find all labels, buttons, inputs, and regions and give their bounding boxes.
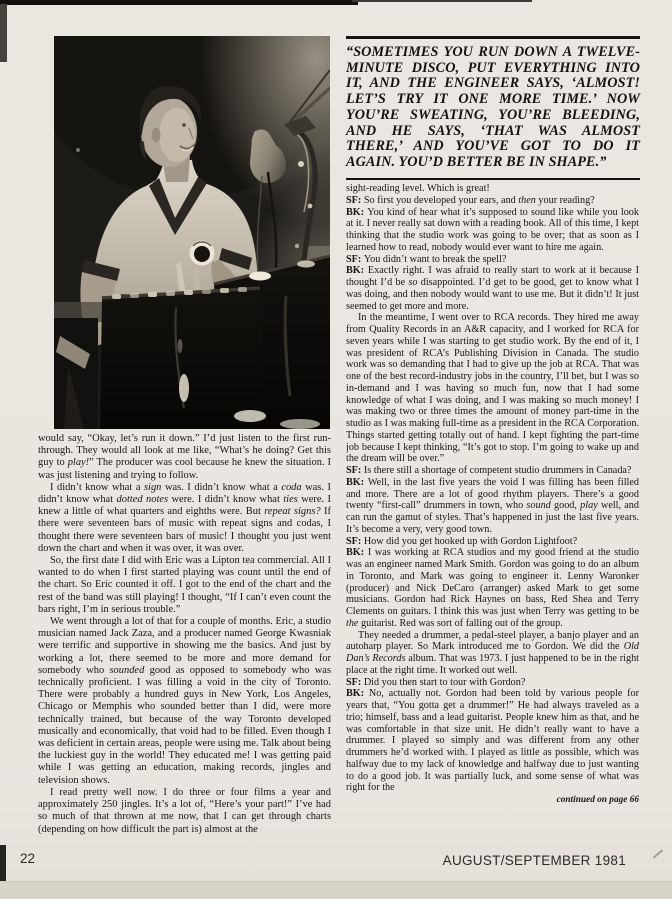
paragraph [346, 207, 639, 254]
italic-text: sign [144, 481, 162, 493]
italic-text: coda [281, 481, 302, 493]
italic-text: play [580, 500, 598, 512]
body-text: Is there still a shortage of competent studio drummers in Canada? [363, 465, 632, 476]
italic-text: play! [67, 457, 90, 469]
italic-text: then [518, 194, 536, 206]
body-text: album. That was 1973. I just happened to be in the right place at the right time. It worked out well. [346, 653, 639, 676]
paragraph [346, 688, 639, 794]
body-text: I read pretty well now. I do three or four films a year and approximately 250 jingles. It’s a lot of, “Here’s your part!” I’ve had so much of that thrown at me now, that I can get through charts (depending on how difficult the part is) almost at the [38, 786, 331, 835]
body-text: would say, “Okay, let’s run it down.” I’d just listen to the first run-through. They would all look at me like, “What’s he doing? Get this guy to [38, 433, 331, 469]
body-text: well, and can run the gamut of styles. That’s happened in just the last five years. It’s become a very, very good town. [346, 500, 639, 535]
italic-text: sound [526, 500, 551, 512]
body-text: How did you get hooked up with Gordon Lightfoot? [363, 535, 578, 547]
body-text: You didn’t want to break the spell? [363, 253, 507, 265]
body-text: They needed a drummer, a pedal-steel player, a banjo player and an autoharp player. So Mark introduced me to Gordon. We did the [346, 629, 639, 653]
speaker-label: SF: [346, 253, 364, 265]
speaker-label: BK: [346, 688, 369, 700]
italic-text: repeat signs? [264, 506, 321, 518]
paragraph [346, 312, 639, 465]
scan-edge-bottom-strip [0, 881, 672, 899]
body-text: I was working at RCA studios and my good friend at the studio was an engineer named Mark Smith. Gordon was going to do an album in Toronto, and Mark was going to engineer it. Lenny Waronker (producer) and Nick DeCaro (arranger) asked Mark to get some musicians. Gordon had Rick Haynes on bass, Red Shea and Terry Clements on guitars. I think this was just when Terry was getting to be [346, 547, 639, 617]
scan-stray-mark [653, 849, 663, 858]
paragraph [346, 465, 639, 477]
drummer-photo-illustration [54, 36, 330, 429]
issue-date: AUGUST/SEPTEMBER 1981 [442, 853, 626, 868]
body-text: If there were seventeen bars of music with repeat signs and codas, I thought there were seventeen bars of music! I thought you just went down the chart and when it was over, it was over. [38, 506, 331, 554]
body-text: Exactly right. I was afraid to really start to work at it because I thought I’d be [346, 265, 639, 288]
body-text: disappointed. I’d get to be good, get to know what I was doing, and then nobody would want to use me. But it didn’t! It just seemed to get more and more. [346, 277, 639, 312]
right-text-column [346, 183, 639, 855]
paragraph [38, 616, 331, 787]
body-text: good, [550, 500, 581, 512]
drummer-photo [54, 36, 330, 429]
body-text: No, actually not. Gordon had been told by various people for years that, “You gotta get a drummer!” He had always traveled as a trio; himself, bass and a lead guitarist. People knew him as that, and he was comfortable in that size unit. He didn’t really want to have a drummer. I played so simply and was different from any other drummers he’d worked with. I played as little as possible, which was halfway due to my lack of knowledge and halfway due to just wanting to do a good job. It was partially luck, and some sense of what was right for the [346, 688, 639, 794]
speaker-label: SF: [346, 465, 364, 476]
paragraph [346, 265, 639, 312]
body-text: was. I didn’t know what [38, 481, 331, 506]
paragraph [346, 477, 639, 536]
page-number: 22 [20, 851, 36, 866]
body-text: Did you then start to tour with Gordon? [363, 676, 526, 688]
speaker-label: BK: [346, 476, 368, 488]
body-text: In the meantime, I went over to RCA records. They hired me away from Quality Records in an A&R capacity, and I worked for RCA for seven years while I was starting to get studio work. By the end of it, I was president of RCA’s Publishing Division in Canada. The studio work was so demanding that I had to give up the job at RCA. That was one of the best record-industry jobs in the country, I’ll bet, but I was so in-demand and I was having so much fun, now that I had some knowledge of what I was doing, and I was making so much money! I was making two or three times the amount of money part-time in the studio as I was making full-time as a president in the RCA Corporation. Things started getting totally out of hand. I kept fighting the part-time job because I kept thinking, “It’s got to stop. I’m going to wake up and the dream will be over.” [346, 312, 639, 465]
italic-text: so [408, 277, 418, 288]
italic-text: ties [283, 494, 298, 506]
body-text: guitarist. Red was sort of falling out of the group. [358, 617, 563, 629]
paragraph [346, 254, 639, 266]
body-text: I didn’t know what a [50, 481, 144, 493]
left-text-column [38, 433, 331, 849]
body-text: your reading? [535, 194, 595, 206]
paragraph [346, 536, 639, 548]
body-text: good as opposed to somebody who was technically proficient. I was filling a void in the city of Toronto. There were probably a hundred guys in New York, Los Angeles, Chicago or Memphis who sounded better than I did, were more technically trained, but because of the way Toronto developed musically and economically, that void had to be filled. Even though I was deficient in certain areas, people were using me. Talk about being the luckiest guy in the world! They educated me! I was getting paid while I was getting an education, making records, jingles and television shows. [38, 664, 331, 786]
pull-quote-rule-top [346, 36, 640, 39]
speaker-label: BK: [346, 206, 368, 218]
paragraph [38, 555, 331, 616]
paragraph [346, 547, 639, 629]
paragraph [38, 433, 331, 482]
pull-quote-block [346, 36, 640, 180]
paragraph [346, 677, 639, 689]
paragraph [38, 787, 331, 836]
body-text: You kind of hear what it’s supposed to sound like while you look at it. I never really sat down with a reading book. All of this time, I kept thinking that the studio work was going to be over; that as soon as I learned how to read, nobody would ever want to hire me again. [346, 206, 639, 253]
body-text: Well, in the last five years the void I was filling has been filled and more. There are a lot of good rhythm players. There’s a good twenty “first-call” drummers in town, who [346, 476, 639, 512]
speaker-label: BK: [346, 547, 368, 559]
body-text: We went through a lot of that for a couple of months. Eric, a studio musician named Jack Zaza, and a producer named George Kwasniak were terrific and supportive in showing me the basics. And just by working a lot, there seemed to be more and more demand for somebody who [38, 616, 331, 676]
paragraph [38, 482, 331, 555]
body-text: sight-reading level. Which is great! [346, 183, 490, 194]
speaker-label: SF: [346, 535, 364, 547]
scan-edge-top [0, 0, 358, 5]
pull-quote-rule-bottom [346, 178, 640, 181]
scan-edge-left-top [0, 4, 7, 62]
paragraph [346, 183, 639, 195]
body-text: were. I didn’t know what [168, 494, 284, 506]
italic-text: Old Dan’s Records [346, 641, 639, 664]
italic-text: dotted notes [116, 494, 169, 506]
speaker-label: SF: [346, 676, 364, 688]
italic-text: sounded [109, 664, 145, 676]
paragraph [346, 195, 639, 207]
scan-edge-top-faint [352, 0, 532, 2]
speaker-label: SF: [346, 194, 364, 206]
body-text: was. I didn’t know what a [161, 481, 282, 493]
body-text: ” The producer was cool because he knew the situation. I was just listening and trying to follow. [38, 457, 331, 481]
pull-quote-text: “SOMETIMES YOU RUN DOWN A TWELVE-MINUTE DISCO, PUT EVERYTHING INTO IT, AND THE ENGINEER SAYS, ‘ALMOST! LET’S TRY IT ONE MORE TIME.’ NOW YOU’RE SWEATING, YOU’RE BLEEDING, AND HE SAYS, ‘THAT WAS ALMOST THERE,’ AND YOU’VE GOT TO DO IT AGAIN. YOU’D BETTER BE IN SHAPE.” [346, 44, 640, 170]
paragraph [346, 630, 639, 677]
body-text: So first you developed your ears, and [363, 194, 519, 206]
continued-note: continued on page 66 [556, 795, 639, 805]
body-text: were. I knew a little of what quarters and eighths were. But [38, 494, 331, 518]
italic-text: the [346, 617, 359, 629]
speaker-label: BK: [346, 265, 368, 277]
body-text: So, the first date I did with Eric was a Lipton tea commercial. All I wanted to do when I first started playing was count until the end of the chart. So Eric counted it off. I got to the end of the chart and the rest of the band was still playing! I thought, “If I can’t even count the bars right, I’m in serious trouble.” [38, 555, 331, 615]
